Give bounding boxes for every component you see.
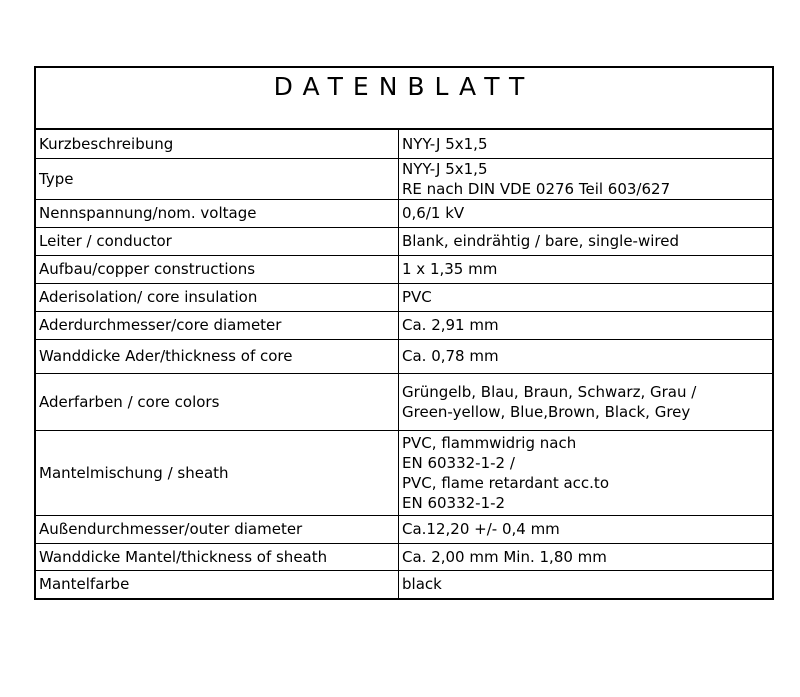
row-value	[399, 339, 773, 373]
table-row	[36, 158, 772, 199]
table-row	[36, 339, 772, 373]
row-value-line: PVC, flame retardant acc.to	[402, 473, 609, 492]
row-value	[399, 373, 773, 430]
row-value-line: PVC, flammwidrig nach	[402, 433, 577, 452]
row-value-line: RE nach DIN VDE 0276 Teil 603/627	[402, 179, 671, 198]
row-label: Wanddicke Mantel/thickness of sheath	[36, 543, 399, 570]
row-value-line: Ca. 2,91 mm	[402, 316, 499, 334]
spec-table	[36, 130, 772, 598]
row-label: Nennspannung/nom. voltage	[36, 199, 399, 227]
row-label: Type	[36, 158, 399, 199]
row-label: Aderisolation/ core insulation	[36, 283, 399, 311]
table-row	[36, 430, 772, 515]
datasheet-title: DATENBLATT	[36, 68, 772, 130]
row-value	[399, 158, 773, 199]
row-value	[399, 255, 773, 283]
row-value-line: 0,6/1 kV	[402, 204, 465, 222]
row-value-line: Ca. 0,78 mm	[402, 347, 499, 365]
row-value	[399, 430, 773, 515]
row-label: Leiter / conductor	[36, 227, 399, 255]
row-value-line: Grüngelb, Blau, Braun, Schwarz, Grau /	[402, 382, 697, 401]
row-value	[399, 515, 773, 543]
row-label: Kurzbeschreibung	[36, 130, 399, 158]
row-value-line: Ca.12,20 +/- 0,4 mm	[402, 520, 560, 538]
table-row	[36, 515, 772, 543]
table-row	[36, 199, 772, 227]
row-label: Mantelfarbe	[36, 570, 399, 598]
row-value-line: black	[402, 575, 442, 594]
row-value	[399, 199, 773, 227]
table-row	[36, 311, 772, 339]
table-row	[36, 130, 772, 158]
row-value	[399, 283, 773, 311]
row-value-line: EN 60332-1-2	[402, 493, 506, 512]
table-row	[36, 543, 772, 570]
table-row	[36, 283, 772, 311]
row-label: Mantelmischung / sheath	[36, 430, 399, 515]
row-label: Außendurchmesser/outer diameter	[36, 515, 399, 543]
row-label: Aderdurchmesser/core diameter	[36, 311, 399, 339]
table-row	[36, 227, 772, 255]
table-row	[36, 570, 772, 598]
datasheet	[34, 66, 774, 600]
row-value	[399, 130, 773, 158]
row-value	[399, 570, 773, 598]
row-value	[399, 227, 773, 255]
row-label: Aufbau/copper constructions	[36, 255, 399, 283]
row-value-line: NYY-J 5x1,5	[402, 134, 488, 153]
row-label: Aderfarben / core colors	[36, 373, 399, 430]
table-row	[36, 255, 772, 283]
row-value-line: Blank, eindrähtig / bare, single-wired	[402, 232, 679, 250]
row-value	[399, 311, 773, 339]
row-value-line: NYY-J 5x1,5	[402, 159, 488, 178]
row-value-line: 1 x 1,35 mm	[402, 260, 498, 278]
row-value-line: Green-yellow, Blue,Brown, Black, Grey	[402, 402, 691, 421]
row-label: Wanddicke Ader/thickness of core	[36, 339, 399, 373]
table-row	[36, 373, 772, 430]
row-value-line: EN 60332-1-2 /	[402, 453, 515, 472]
row-value	[399, 543, 773, 570]
row-value-line: Ca. 2,00 mm Min. 1,80 mm	[402, 547, 607, 566]
row-value-line: PVC	[402, 288, 432, 306]
